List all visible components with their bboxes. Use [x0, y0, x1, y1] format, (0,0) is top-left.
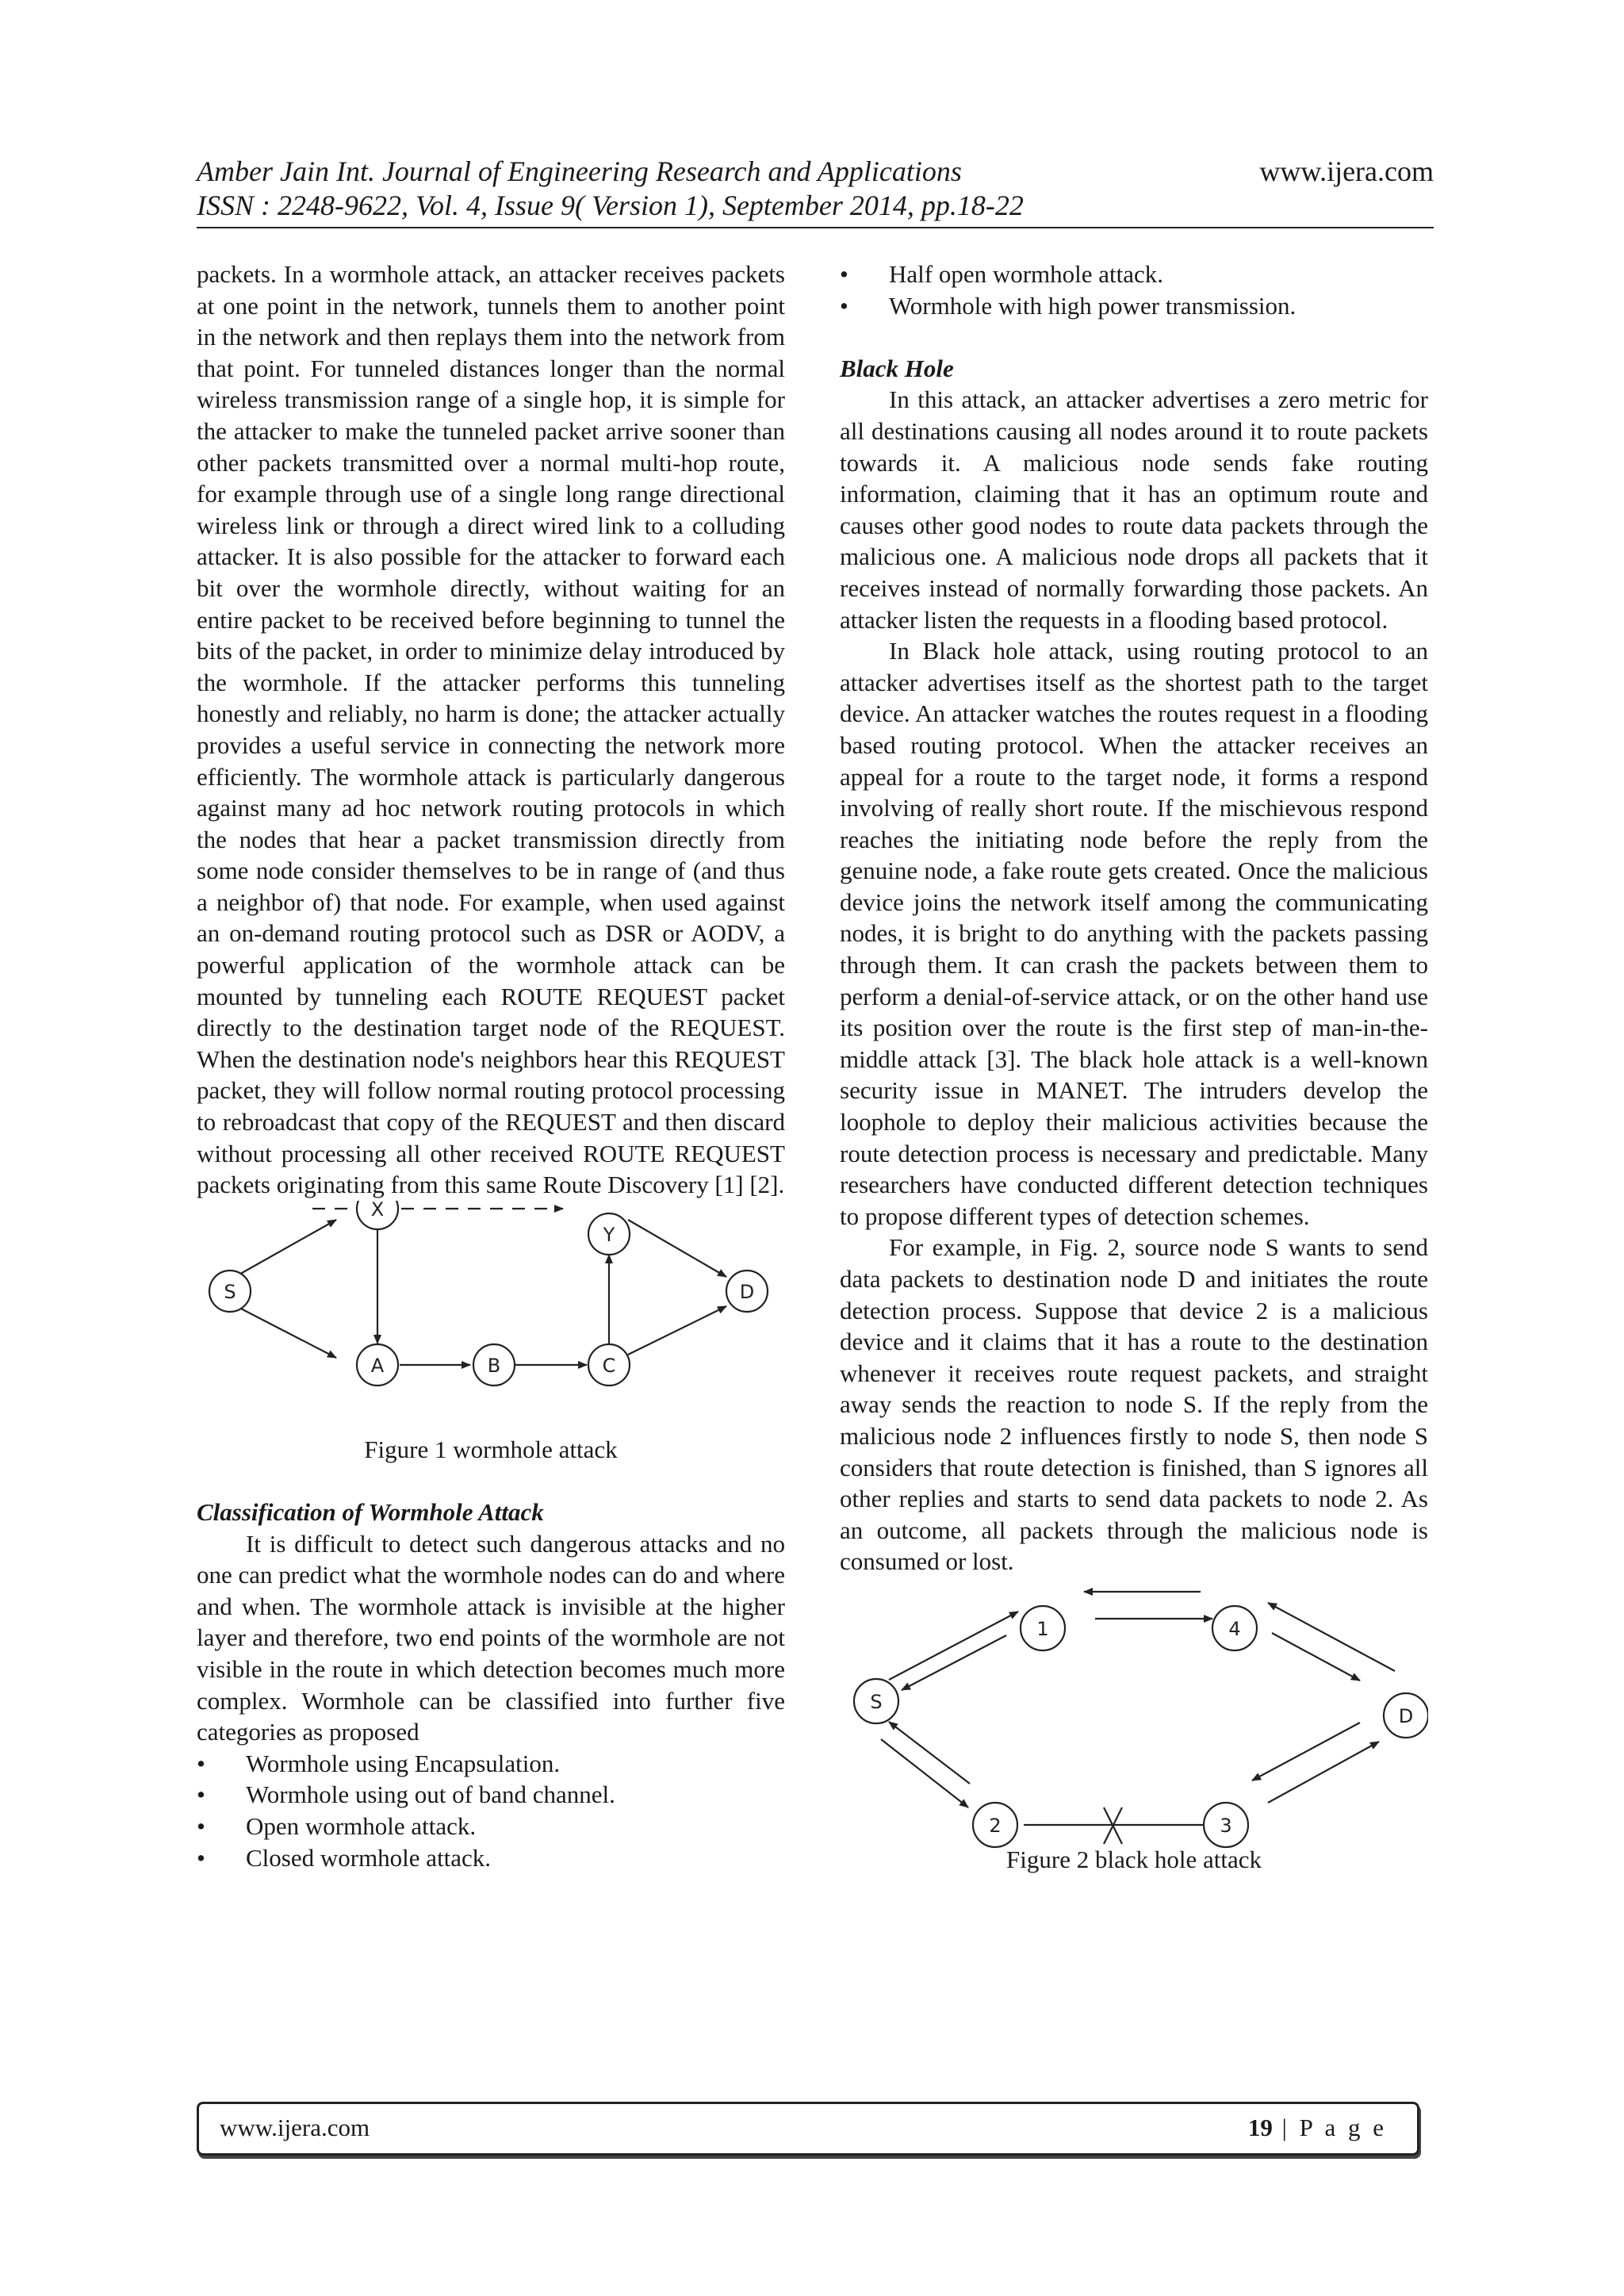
- bullet-icon: •: [197, 1811, 205, 1840]
- node-s-label: S: [224, 1280, 236, 1303]
- black-hole-paragraph-1: In this attack, an attacker advertises a zero metric for all destinations causing all nodes around it to route packets towards it. A malicious node sends fake routing information, claiming that it has an optimum route and causes other good nodes to route data packets through the malicious one. A malicious node drops all packets that it receives instead of normally forwarding those packets. An attacker listen the requests in a flooding based protocol.: [840, 385, 1428, 634]
- edge-y-d: [628, 1220, 726, 1277]
- node-1-label: 1: [1036, 1617, 1049, 1640]
- wormhole-categories-list-continued: [840, 259, 1428, 321]
- edge-1-s: [902, 1635, 1006, 1690]
- edge-d-3: [1252, 1723, 1360, 1780]
- node-x-label: X: [370, 1200, 385, 1221]
- edge-d-4: [1268, 1603, 1395, 1671]
- node-s-label: S: [870, 1690, 883, 1713]
- header-rule: [197, 227, 1434, 228]
- list-item: • Wormhole using Encapsulation.: [197, 1748, 785, 1780]
- edge-3-d: [1268, 1742, 1379, 1803]
- node-b-label: B: [487, 1354, 501, 1377]
- node-3-label: 3: [1220, 1814, 1232, 1837]
- black-hole-paragraph-2: In Black hole attack, using routing protocol to an attacker advertises itself as the shortest path to the target device. An attacker watches the routes request in a flooding based routing protocol. When the attacker receives an appeal for a route to the target node, it forms a respond involving of really short route. If the mischievous respond reaches the initiating node before the reply from the genuine node, a fake route gets created. Once the malicious device joins the network itself among the communicating nodes, it is bright to do anything with the packets passing through them. It can crash the packets between them to perform a denial-of-service attack, or on the other hand use its position over the route is the first step of man-in-the-middle attack [3]. The black hole attack is a well-known security issue in MANET. The intruders develop the loophole to deploy their malicious activities because the route detection process is necessary and predictable. Many researchers have conducted different detection techniques to propose different types of detection schemes.: [840, 637, 1428, 1230]
- figure-1-wormhole-diagram: [197, 1201, 785, 1434]
- list-item: • Wormhole using out of band channel.: [197, 1779, 785, 1811]
- list-item: • Wormhole with high power transmission.: [840, 290, 1428, 322]
- figure-2-black-hole-diagram: [840, 1582, 1428, 1852]
- node-4-label: 4: [1228, 1617, 1241, 1640]
- edge-s-1: [889, 1612, 1018, 1680]
- footer-website: www.ijera.com: [220, 2114, 370, 2141]
- black-hole-paragraph-3: For example, in Fig. 2, source node S wants to send data packets to destination node D and initiates the route detection process. Suppose that device 2 is a malicious device and it claims that it has a route to the destination whenever it receives route request packets, and straight away sends the reaction to node S. If the reply from the malicious node 2 influences firstly to node S, then node S considers that route detection is finished, than S ignores all other replies and starts to send data packets to node 2. As an outcome, all packets through the malicious node is consumed or lost.: [840, 1233, 1428, 1576]
- edge-s-x: [236, 1220, 336, 1276]
- running-header-line2: ISSN : 2248-9622, Vol. 4, Issue 9( Version 1), September 2014, pp.18-22: [197, 190, 1024, 221]
- bullet-icon: •: [197, 1749, 205, 1777]
- spacer: [840, 321, 1428, 353]
- footer-page: [1248, 2114, 1387, 2142]
- right-column: [840, 259, 1428, 1876]
- classification-paragraph: It is difficult to detect such dangerous attacks and no one can predict what the wormhole nodes can do and where and when. The wormhole attack is invisible at the higher layer and therefore, two end points of the wormhole are not visible in the route in which detection becomes much more complex. Wormhole can be classified into further five categories as proposed: [197, 1529, 786, 1746]
- list-item: • Open wormhole attack.: [197, 1811, 785, 1842]
- bullet-icon: •: [197, 1780, 205, 1809]
- page-footer: [197, 2102, 1419, 2156]
- left-column: [197, 259, 785, 1873]
- bullet-icon: •: [840, 260, 848, 288]
- edge-s-a: [236, 1306, 336, 1358]
- figure-2-caption: Figure 2 black hole attack: [1006, 1845, 1262, 1873]
- edge-c-d: [628, 1306, 726, 1355]
- list-item: • Half open wormhole attack.: [840, 259, 1428, 290]
- node-a-label: A: [370, 1354, 385, 1377]
- figure-1-caption: Figure 1 wormhole attack: [364, 1435, 618, 1463]
- page-label: | P a g e: [1272, 2114, 1387, 2141]
- edge-4-d: [1272, 1633, 1360, 1681]
- header-website: www.ijera.com: [1259, 155, 1434, 187]
- running-header-line1: [197, 154, 1434, 189]
- section-title-classification: Classification of Wormhole Attack: [197, 1498, 544, 1526]
- wormhole-categories-list: [197, 1748, 785, 1873]
- node-d-label: D: [1398, 1704, 1414, 1727]
- node-2-label: 2: [989, 1814, 1002, 1837]
- wormhole-paragraph: packets. In a wormhole attack, an attacker receives packets at one point in the network, tunnels them to another point in the network and then replays them into the network from that point. For tunneled distances longer than the normal wireless transmission range of a single hop, it is simple for the attacker to make the tunneled packet arrive sooner than other packets transmitted over a normal multi-hop route, for example through use of a single long range directional wireless link or through a direct wired link to a colluding attacker. It is also possible for the attacker to forward each bit over the wormhole directly, without waiting for an entire packet to be received before beginning to tunnel the bits of the packet, in order to minimize delay introduced by the wormhole. If the attacker performs this tunneling honestly and reliably, no harm is done; the attacker actually provides a useful service in connecting the network more efficiently. The wormhole attack is particularly dangerous against many ad hoc network routing protocols in which the nodes that hear a packet transmission directly from some node consider themselves to be in range of (and thus a neighbor of) that node. For example, when used against an on-demand routing protocol such as DSR or AODV, a powerful application of the wormhole attack can be mounted by tunneling each ROUTE REQUEST packet directly to the destination target node of the REQUEST. When the destination node's neighbors hear this REQUEST packet, they will follow normal routing protocol processing to rebroadcast that copy of the REQUEST and then discard without processing all other received ROUTE REQUEST packets originating from this same Route Discovery [1] [2].: [197, 260, 785, 1199]
- node-y-label: Y: [603, 1223, 615, 1246]
- spacer: [197, 1465, 785, 1497]
- list-item: • Closed wormhole attack.: [197, 1842, 785, 1874]
- edge-2-s: [889, 1722, 970, 1784]
- section-title-black-hole: Black Hole: [840, 354, 954, 382]
- journal-citation: Amber Jain Int. Journal of Engineering Research and Applications: [197, 155, 962, 187]
- bullet-icon: •: [840, 291, 848, 320]
- bullet-icon: •: [197, 1843, 205, 1872]
- node-c-label: C: [602, 1354, 616, 1377]
- page-number: 19: [1247, 2114, 1273, 2141]
- node-d-label: D: [739, 1280, 755, 1303]
